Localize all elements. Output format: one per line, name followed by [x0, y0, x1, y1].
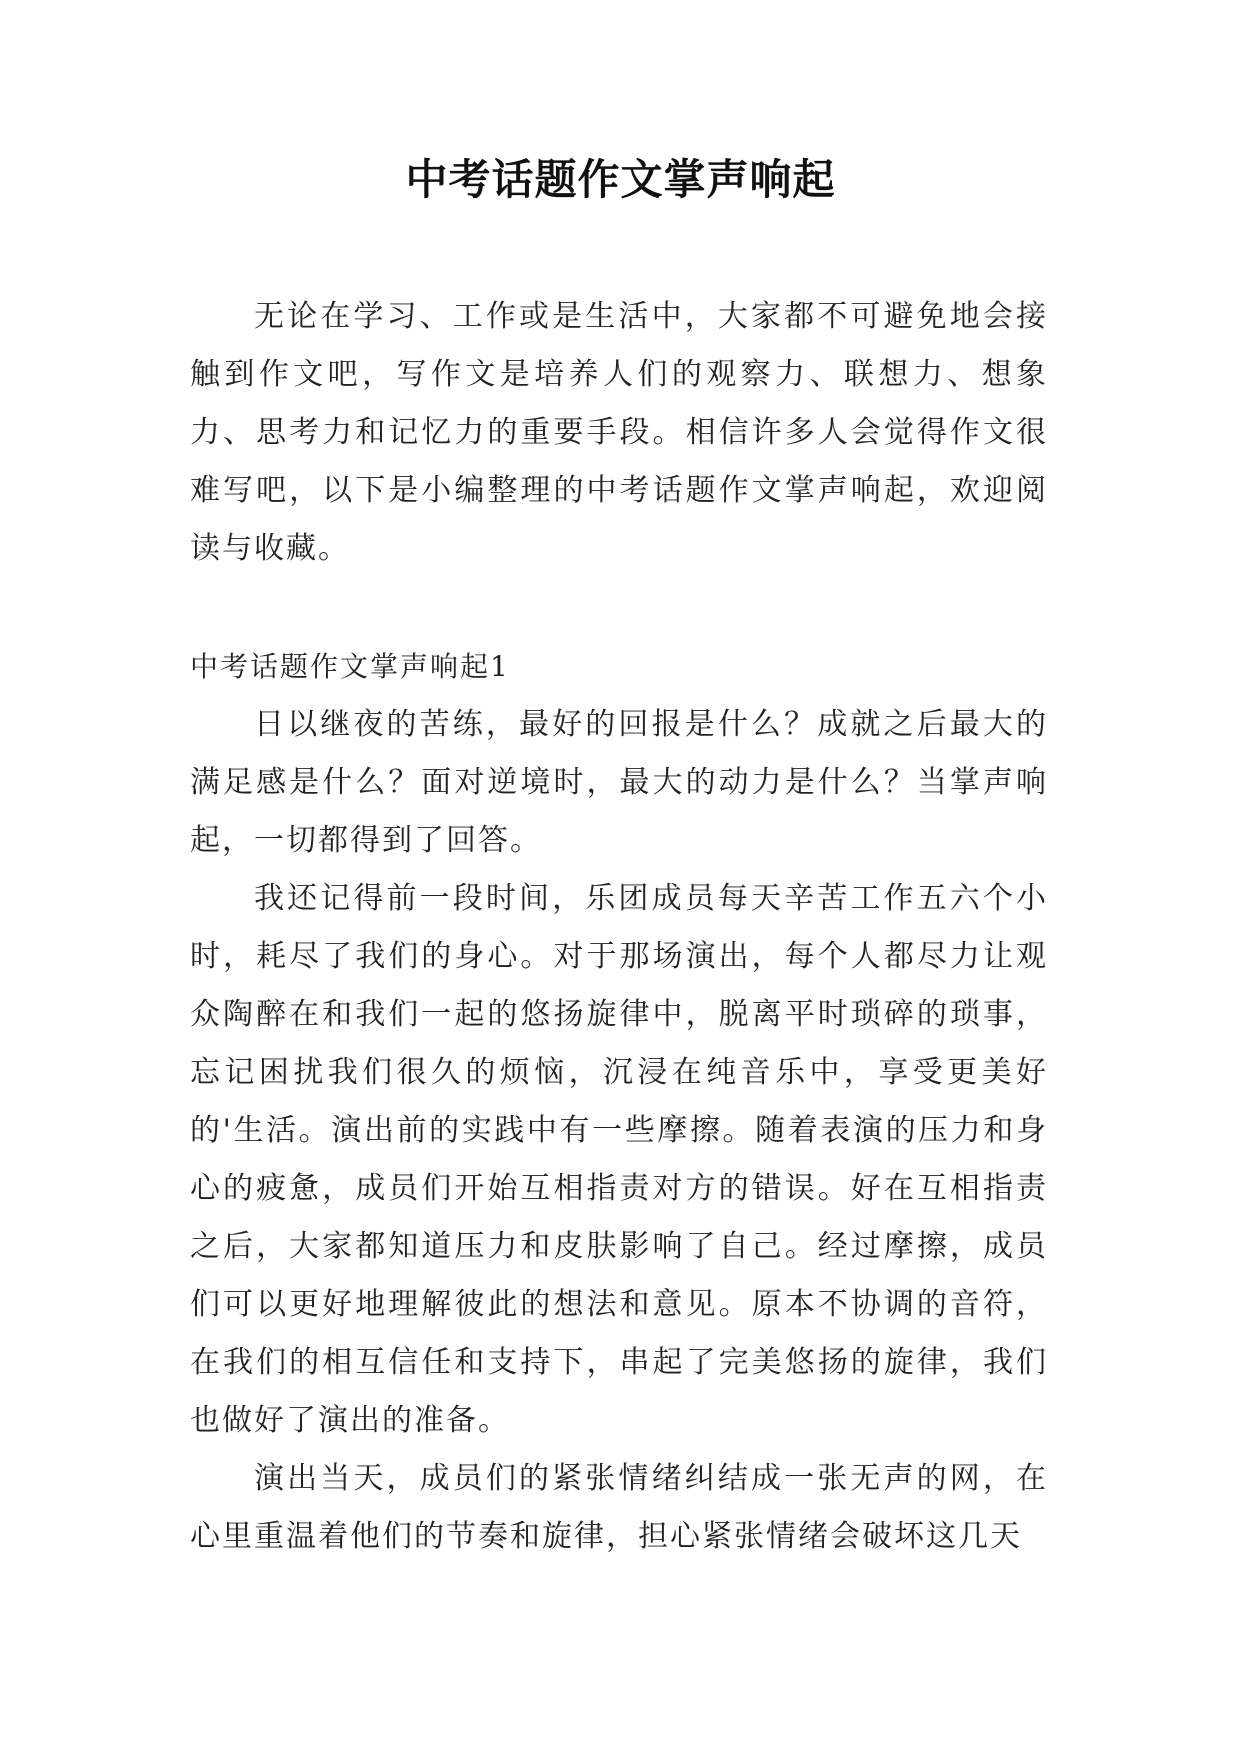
intro-block [190, 288, 1048, 578]
section-heading: 中考话题作文掌声响起1 [190, 650, 510, 683]
document-title: 中考话题作文掌声响起 [405, 155, 836, 204]
paragraph-1: 日以继夜的苦练，最好的回报是什么？成就之后最大的满足感是什么？面对逆境时，最大的动力是什么？当掌声响起，一切都得到了回答。 [190, 707, 1048, 858]
essay-section-1 [190, 638, 1048, 1566]
paragraph-3: 演出当天，成员们的紧张情绪纠结成一张无声的网，在心里重温着他们的节奏和旋律，担心紧张情绪会破坏这几天 [190, 1461, 1048, 1554]
paragraph-2: 我还记得前一段时间，乐团成员每天辛苦工作五六个小时，耗尽了我们的身心。对于那场演出，每个人都尽力让观众陶醉在和我们一起的悠扬旋律中，脱离平时琐碎的琐事，忘记困扰我们很久的烦恼，沉浸在纯音乐中，享受更美好的'生活。演出前的实践中有一些摩擦。随着表演的压力和身心的疲惫，成员们开始互相指责对方的错误。好在互相指责之后，大家都知道压力和皮肤影响了自己。经过摩擦，成员们可以更好地理解彼此的想法和意见。原本不协调的音符，在我们的相互信任和支持下，串起了完美悠扬的旋律，我们也做好了演出的准备。 [190, 881, 1048, 1438]
intro-paragraph: 无论在学习、工作或是生活中，大家都不可避免地会接触到作文吧，写作文是培养人们的观察力、联想力、想象力、思考力和记忆力的重要手段。相信许多人会觉得作文很难写吧，以下是小编整理的中考话题作文掌声响起，欢迎阅读与收藏。 [190, 299, 1048, 566]
